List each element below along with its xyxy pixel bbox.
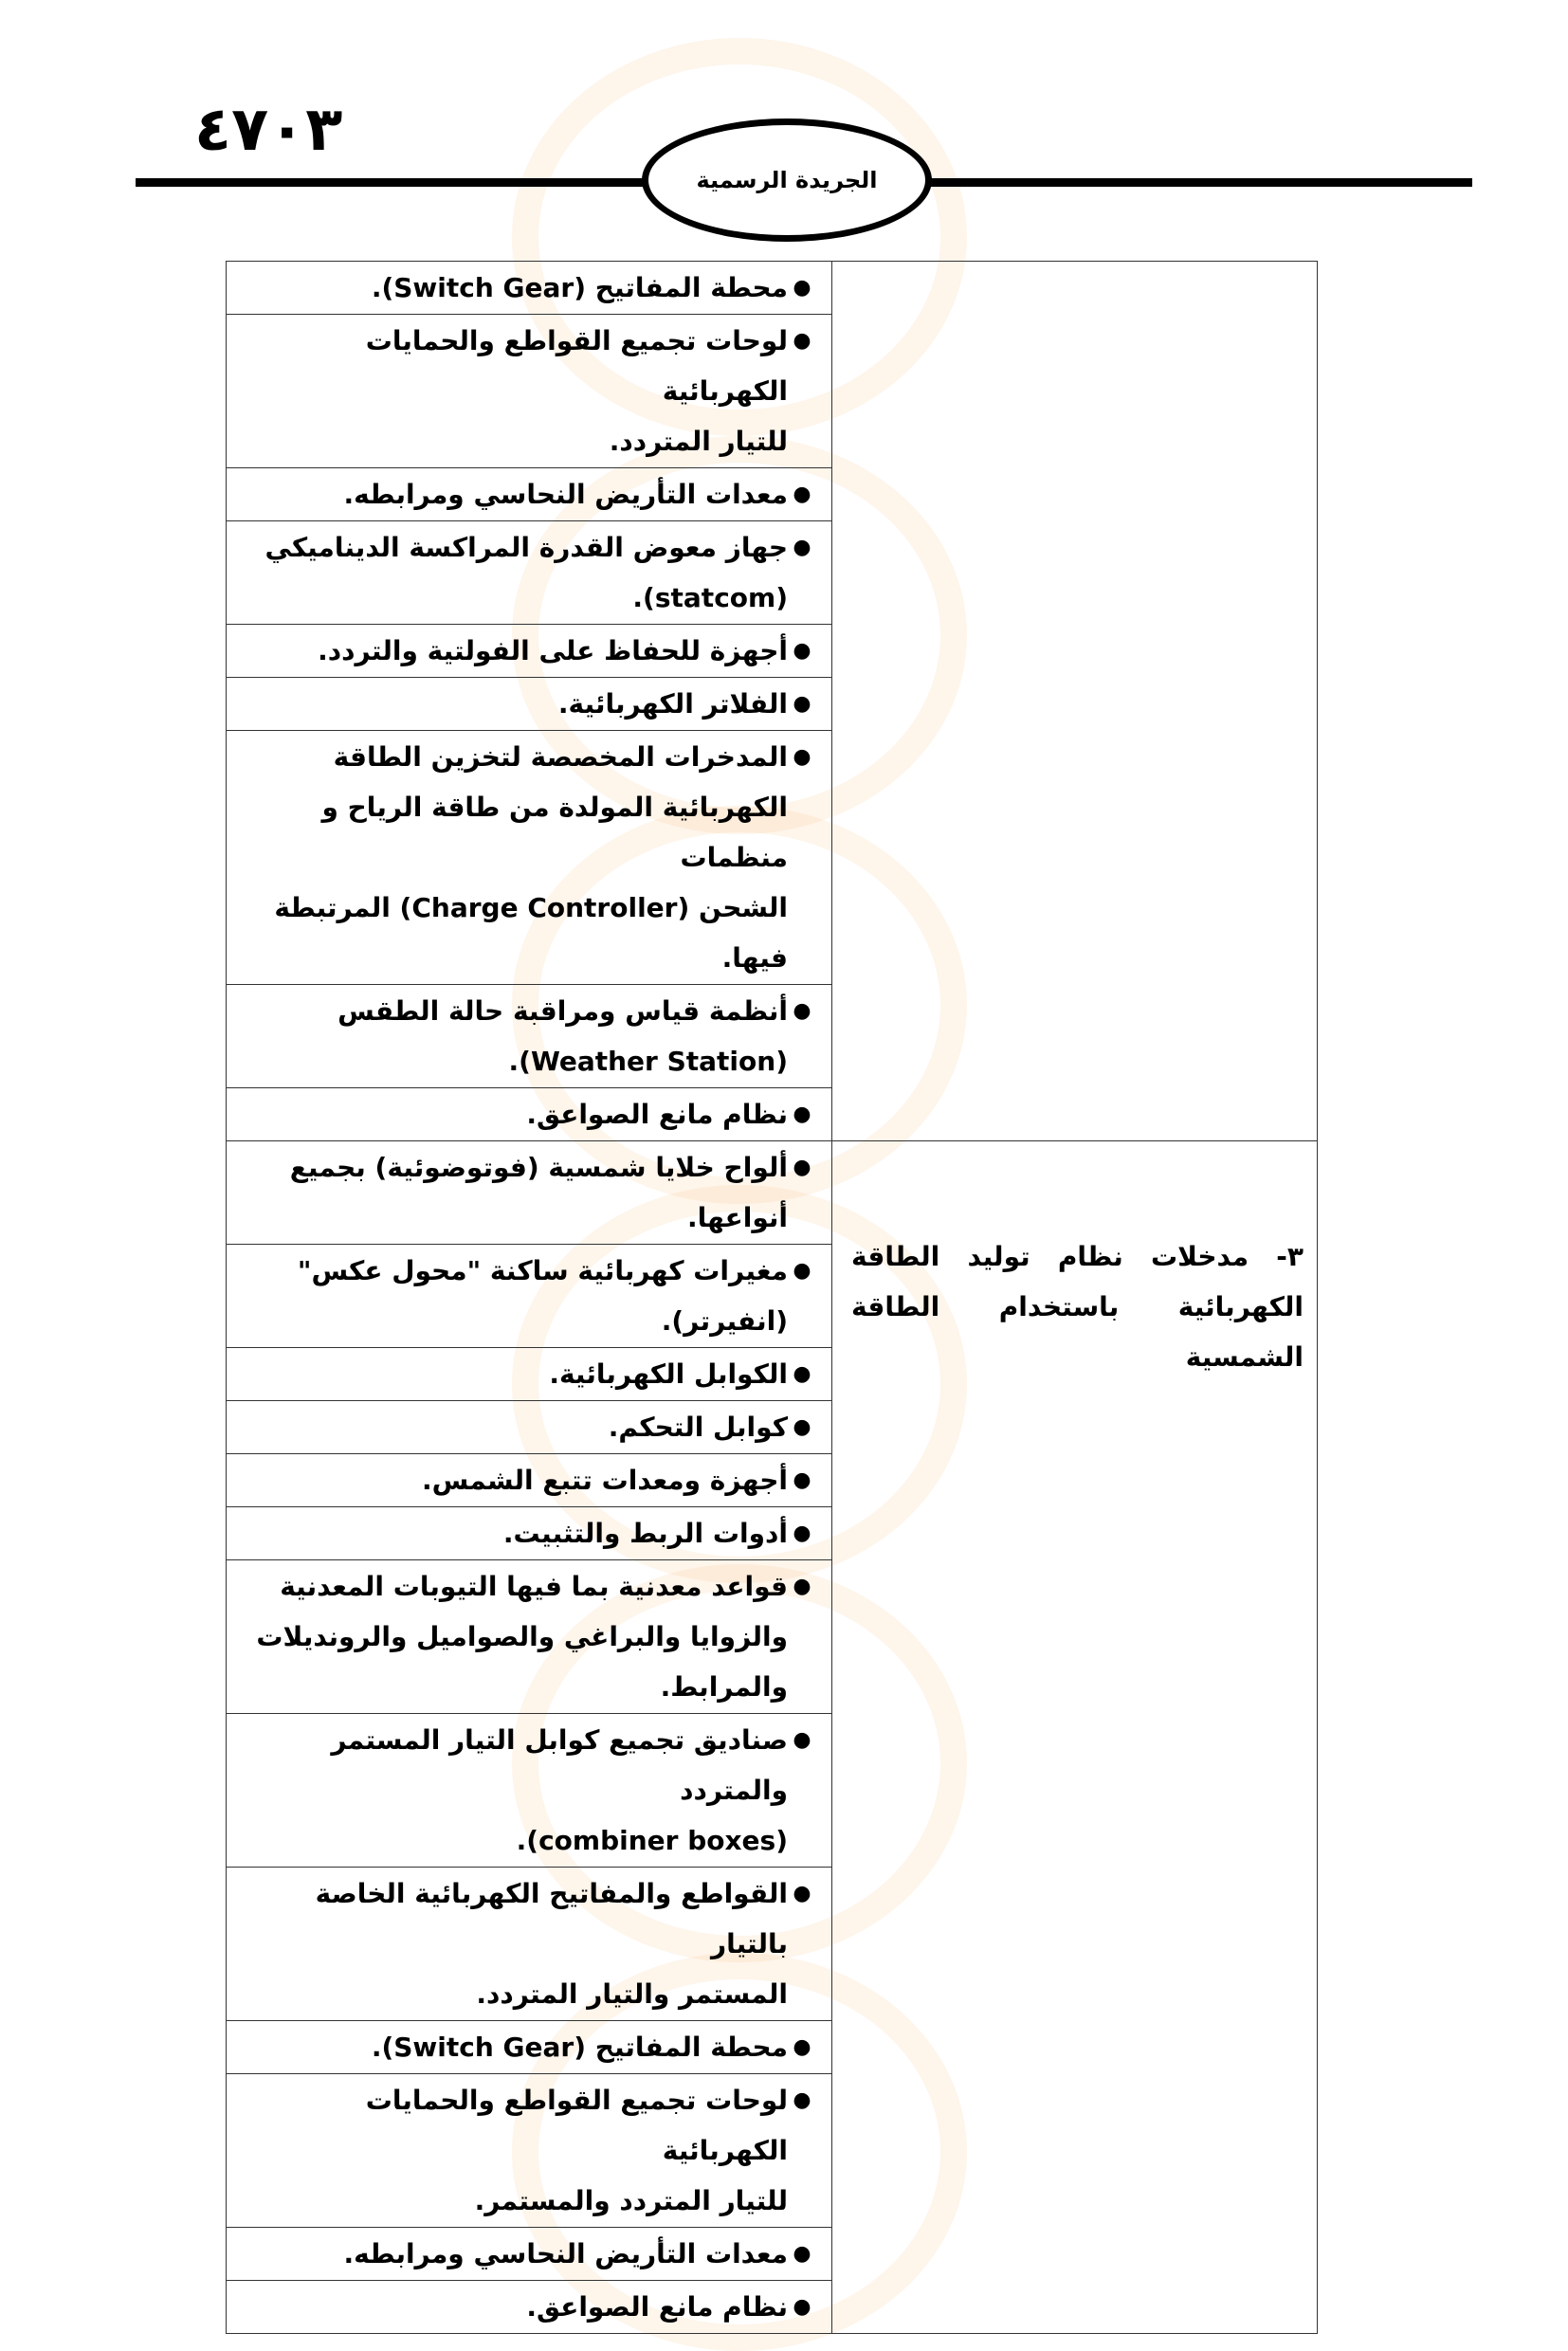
- section-heading: [832, 262, 1318, 1141]
- bullet-icon: ●: [793, 1468, 811, 1492]
- bullet-icon: ●: [793, 1415, 811, 1439]
- list-item: [227, 1714, 832, 1868]
- item-text-line: قواعد معدنية بما فيها التيوبات المعدنية: [280, 1571, 788, 1602]
- list-item: [227, 985, 832, 1088]
- item-text-line: الكهربائية المولدة من طاقة الرياح و منظمات: [321, 792, 788, 873]
- bullet-icon: ●: [793, 692, 811, 716]
- bullet-icon: ●: [793, 329, 811, 353]
- list-item: [227, 315, 832, 468]
- item-text-line: نظام مانع الصواعق.: [526, 2291, 788, 2323]
- item-text-line: الفلاتر الكهربائية.: [557, 688, 788, 720]
- section-heading: ٣- مدخلات نظام توليد الطاقة الكهربائية باستخدام الطاقة الشمسية: [832, 1141, 1318, 2334]
- bullet-icon: ●: [793, 1522, 811, 1545]
- item-text-line: أدوات الربط والتثبيت.: [502, 1518, 788, 1549]
- item-text-line: المستمر والتيار المتردد.: [476, 1978, 788, 2010]
- bullet-icon: ●: [793, 2242, 811, 2266]
- list-item: [227, 1401, 832, 1454]
- item-text-line: ألواح خلايا شمسية (فوتوضوئية) بجميع: [289, 1152, 788, 1183]
- item-text-line: (statcom).: [632, 582, 788, 613]
- item-text-line: الكوابل الكهربائية.: [549, 1358, 788, 1390]
- bullet-icon: ●: [793, 1575, 811, 1598]
- item-text-line: لوحات تجميع القواطع والحمايات الكهربائية: [365, 325, 788, 407]
- bullet-icon: ●: [793, 999, 811, 1023]
- bullet-icon: ●: [793, 483, 811, 506]
- list-item: [227, 2021, 832, 2074]
- list-item: [227, 731, 832, 985]
- bullet-icon: ●: [793, 2035, 811, 2059]
- bullet-icon: ●: [793, 536, 811, 559]
- list-item: [227, 1245, 832, 1348]
- bullet-icon: ●: [793, 745, 811, 769]
- page-number: ٤٧٠٣: [194, 95, 343, 165]
- item-text-line: جهاز معوض القدرة المراكسة الديناميكي: [264, 532, 788, 563]
- list-item: [227, 2281, 832, 2334]
- item-text-line: أنواعها.: [686, 1202, 788, 1233]
- bullet-icon: ●: [793, 1103, 811, 1126]
- item-text-line: لوحات تجميع القواطع والحمايات الكهربائية: [365, 2085, 788, 2166]
- item-text-line: (Weather Station).: [508, 1046, 788, 1077]
- item-text-line: للتيار المتردد.: [609, 426, 788, 457]
- item-text-line: فيها.: [721, 942, 788, 974]
- bullet-icon: ●: [793, 1156, 811, 1179]
- item-text-line: الشحن (Charge Controller) المرتبطة: [274, 892, 788, 923]
- list-item: [227, 1454, 832, 1507]
- item-text-line: معدات التأريض النحاسي ومرابطه.: [343, 2238, 788, 2269]
- bullet-icon: ●: [793, 1728, 811, 1752]
- item-text-line: أنظمة قياس ومراقبة حالة الطقس: [337, 995, 788, 1027]
- item-text-line: القواطع والمفاتيح الكهربائية الخاصة بالتيار: [315, 1878, 788, 1959]
- bullet-icon: ●: [793, 1259, 811, 1283]
- list-item: [227, 2074, 832, 2228]
- item-text-line: معدات التأريض النحاسي ومرابطه.: [343, 479, 788, 510]
- table-row: [227, 262, 1318, 315]
- list-item: [227, 1868, 832, 2021]
- bullet-icon: ●: [793, 276, 811, 300]
- bullet-icon: ●: [793, 1882, 811, 1905]
- list-item: [227, 678, 832, 731]
- bullet-icon: ●: [793, 1362, 811, 1386]
- bullet-icon: ●: [793, 639, 811, 663]
- item-text-line: المدخرات المخصصة لتخزين الطاقة: [333, 741, 788, 773]
- item-text-line: مغيرات كهربائية ساكنة "محول عكس": [297, 1255, 788, 1286]
- list-item: [227, 1507, 832, 1560]
- list-item: [227, 1348, 832, 1401]
- item-text-line: صناديق تجميع كوابل التيار المستمر والمتردد: [331, 1724, 788, 1806]
- item-text-line: والمرابط.: [660, 1671, 788, 1703]
- item-text-line: محطة المفاتيح (Switch Gear).: [371, 2032, 788, 2063]
- publication-badge: [642, 118, 932, 242]
- list-item: [227, 1141, 832, 1245]
- list-item: [227, 625, 832, 678]
- list-item: [227, 1560, 832, 1714]
- item-text-line: (combiner boxes).: [516, 1825, 788, 1856]
- item-text-line: (انفيرتر).: [661, 1305, 788, 1337]
- bullet-icon: ●: [793, 2088, 811, 2112]
- list-item: [227, 1088, 832, 1141]
- items-table: [226, 261, 1318, 2334]
- list-item: [227, 468, 832, 521]
- list-item: [227, 521, 832, 625]
- item-text-line: أجهزة ومعدات تتبع الشمس.: [422, 1465, 788, 1496]
- item-text-line: نظام مانع الصواعق.: [526, 1099, 788, 1130]
- publication-title: الجريدة الرسمية: [696, 167, 878, 193]
- item-text-line: والزوايا والبراغي والصواميل والرونديلات: [256, 1621, 788, 1652]
- item-text-line: محطة المفاتيح (Switch Gear).: [371, 272, 788, 303]
- item-text-line: للتيار المتردد والمستمر.: [474, 2185, 788, 2216]
- item-text-line: كوابل التحكم.: [608, 1412, 788, 1443]
- bullet-icon: ●: [793, 2295, 811, 2319]
- list-item: [227, 2228, 832, 2281]
- table-row: [227, 1141, 1318, 1245]
- item-text-line: أجهزة للحفاظ على الفولتية والتردد.: [318, 635, 788, 666]
- list-item: [227, 262, 832, 315]
